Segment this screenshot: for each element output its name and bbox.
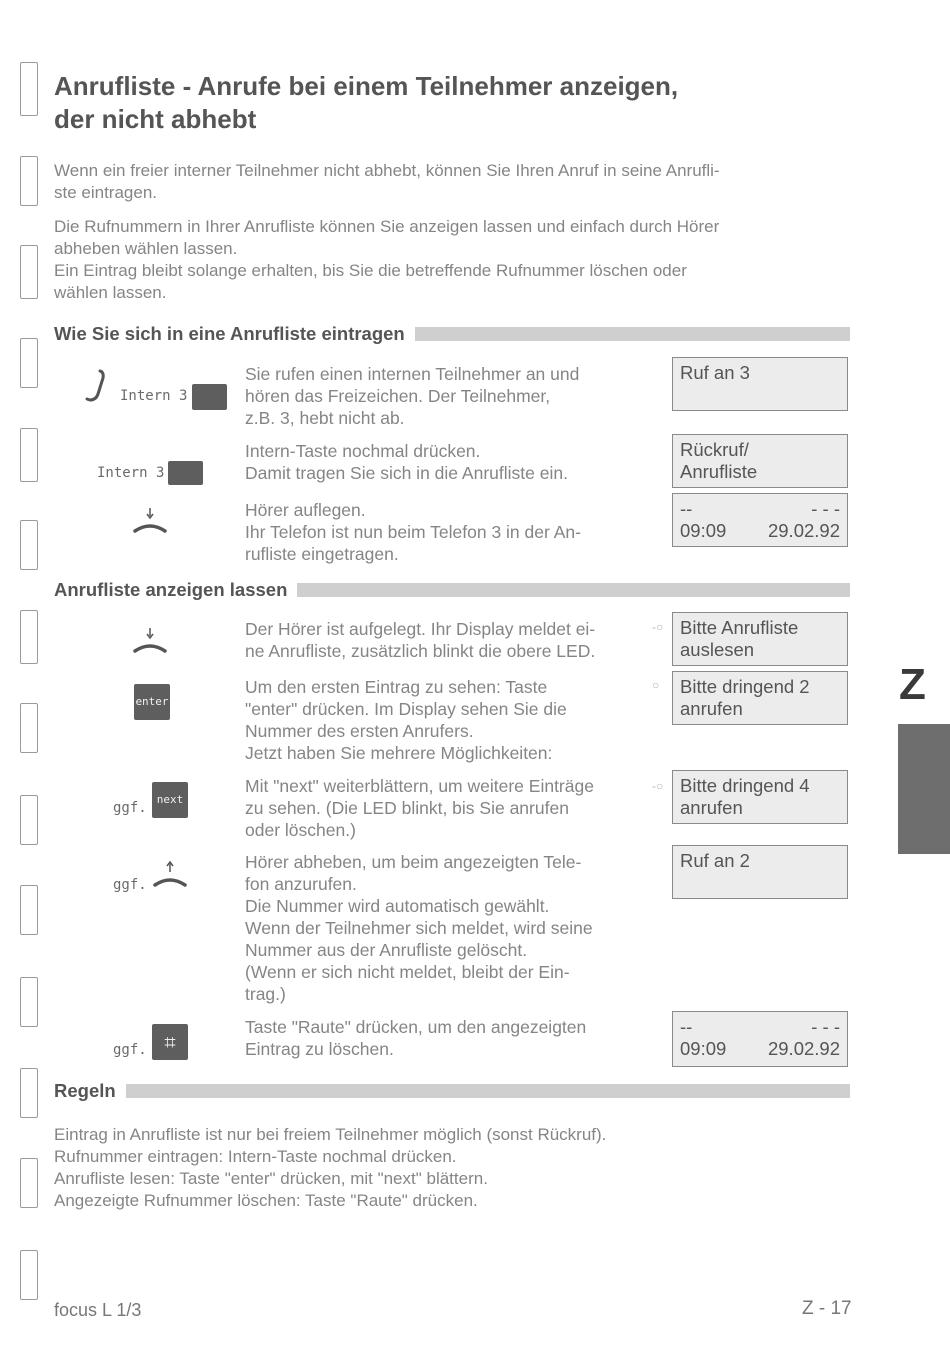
rule-line: Angezeigte Rufnummer löschen: Taste "Raute" drücken. <box>54 1191 478 1210</box>
text-line: Hörer auflegen. <box>245 500 366 520</box>
margin-marker <box>20 62 38 116</box>
intern-key-label: Intern 3 <box>97 465 165 481</box>
display-date: 29.02.92 <box>767 520 840 541</box>
intern-3-key[interactable] <box>168 461 203 485</box>
step-instruction <box>245 775 650 841</box>
text-line: wählen lassen. <box>54 283 167 302</box>
text-line: zu sehen. (Die LED blinkt, bis Sie anrufen <box>245 798 569 818</box>
text-line: Nummer aus der Anrufliste gelöscht. <box>245 940 528 960</box>
display-line: Ruf an 2 <box>680 850 750 871</box>
next-key[interactable]: next <box>152 782 188 818</box>
handset-lifted-icon <box>82 368 110 406</box>
margin-marker <box>20 245 38 299</box>
led-indicator-icon: -○ <box>652 620 664 634</box>
display-cell: - - - <box>811 498 840 519</box>
section-heading <box>54 578 850 602</box>
display-line: Bitte dringend 4 <box>680 775 810 796</box>
text-line: Wenn ein freier interner Teilnehmer nicht abhebt, können Sie Ihren Anruf in seine Anrufli- <box>54 161 720 180</box>
margin-marker <box>20 977 38 1027</box>
display-date: 29.02.92 <box>767 1038 840 1059</box>
phone-display <box>672 434 848 488</box>
text-line: Der Hörer ist aufgelegt. Ihr Display meldet ei- <box>245 619 596 639</box>
footer-model: focus L 1/3 <box>54 1300 142 1320</box>
text-line: ne Anrufliste, zusätzlich blinkt die obere LED. <box>245 641 596 661</box>
optional-label: ggf. <box>113 877 147 893</box>
display-line: Bitte dringend 2 <box>680 676 810 697</box>
margin-marker <box>20 703 38 753</box>
text-line: Jetzt haben Sie mehrere Möglichkeiten: <box>245 743 553 763</box>
phone-display <box>672 671 848 725</box>
margin-marker <box>20 885 38 935</box>
rule-line: Anrufliste lesen: Taste "enter" drücken, mit "next" blättern. <box>54 1169 488 1188</box>
text-line: hören das Freizeichen. Der Teilnehmer, <box>245 386 551 406</box>
page-title-line: Anrufliste - Anrufe bei einem Teilnehmer anzeigen, <box>54 71 679 101</box>
phone-display <box>672 845 848 899</box>
intro-paragraph <box>54 160 854 204</box>
intern-key-label: Intern 3 <box>120 388 188 404</box>
text-line: ste eintragen. <box>54 183 158 202</box>
text-line: "enter" drücken. Im Display sehen Sie die <box>245 699 567 719</box>
margin-marker <box>20 795 38 845</box>
step-instruction <box>245 363 650 429</box>
step-instruction <box>245 1016 650 1060</box>
phone-display <box>672 357 848 411</box>
display-row <box>680 498 840 520</box>
text-line: Eintrag zu löschen. <box>245 1039 394 1059</box>
section-divider-bar <box>126 1084 850 1098</box>
display-line: auslesen <box>680 639 755 660</box>
display-line: Anrufliste <box>680 461 758 482</box>
handset-hang-up-icon <box>132 506 168 536</box>
handset-hang-up-icon <box>132 626 168 656</box>
margin-marker <box>20 610 38 664</box>
display-cell: -- <box>680 1016 693 1037</box>
display-row <box>680 520 840 542</box>
led-indicator-icon: ○ <box>652 678 660 692</box>
text-line: (Wenn er sich nicht meldet, bleibt der Ein- <box>245 962 570 982</box>
section-heading-label: Anrufliste anzeigen lassen <box>54 579 288 600</box>
display-row <box>680 1016 840 1038</box>
text-line: z.B. 3, hebt nicht ab. <box>245 408 405 428</box>
display-cell: -- <box>680 498 693 519</box>
text-line: Mit "next" weiterblättern, um weitere Einträge <box>245 776 594 796</box>
display-cell: - - - <box>811 1016 840 1037</box>
section-divider-bar <box>415 327 850 341</box>
section-heading <box>54 1079 850 1103</box>
text-line: Damit tragen Sie sich in die Anrufliste ein. <box>245 463 568 483</box>
phone-display <box>672 1011 848 1067</box>
margin-marker <box>20 156 38 206</box>
text-line: Die Rufnummern in Ihrer Anrufliste können Sie anzeigen lassen und einfach durch Hörer <box>54 217 720 236</box>
rules-list <box>54 1124 854 1212</box>
text-line: fon anzurufen. <box>245 874 357 894</box>
footer-page-number: Z - 17 <box>802 1298 852 1319</box>
page-title <box>54 70 814 136</box>
hash-key[interactable]: ⌗ <box>152 1024 188 1060</box>
display-line: anrufen <box>680 797 743 818</box>
text-line: rufliste eingetragen. <box>245 544 399 564</box>
optional-label: ggf. <box>113 1042 147 1058</box>
margin-marker <box>20 1250 38 1300</box>
intern-3-key[interactable] <box>192 384 227 410</box>
margin-marker <box>20 428 38 482</box>
chapter-tab-letter: Z <box>899 660 926 709</box>
text-line: Intern-Taste nochmal drücken. <box>245 441 481 461</box>
margin-marker <box>20 520 38 570</box>
margin-marker <box>20 1158 38 1208</box>
text-line: Ein Eintrag bleibt solange erhalten, bis Sie die betreffende Rufnummer löschen oder <box>54 261 687 280</box>
rule-line: Eintrag in Anrufliste ist nur bei freiem Teilnehmer möglich (sonst Rückruf). <box>54 1125 607 1144</box>
section-divider-bar <box>297 583 850 597</box>
page-title-line: der nicht abhebt <box>54 104 257 134</box>
phone-display <box>672 770 848 824</box>
section-heading <box>54 322 850 346</box>
text-line: Taste "Raute" drücken, um den angezeigten <box>245 1017 587 1037</box>
display-row <box>680 1038 840 1060</box>
text-line: Ihr Telefon ist nun beim Telefon 3 in der An- <box>245 522 581 542</box>
display-time: 09:09 <box>680 1038 727 1059</box>
section-heading-label: Wie Sie sich in eine Anrufliste eintragen <box>54 323 405 344</box>
step-instruction <box>245 499 650 565</box>
step-instruction <box>245 440 650 484</box>
text-line: Um den ersten Eintrag zu sehen: Taste <box>245 677 548 697</box>
text-line: trag.) <box>245 984 286 1004</box>
section-heading-label: Regeln <box>54 1080 116 1101</box>
led-indicator-icon: -○ <box>652 779 664 793</box>
margin-marker <box>20 338 38 388</box>
optional-label: ggf. <box>113 800 147 816</box>
text-line: Wenn der Teilnehmer sich meldet, wird seine <box>245 918 593 938</box>
text-line: Die Nummer wird automatisch gewählt. <box>245 896 550 916</box>
phone-display <box>672 612 848 666</box>
text-line: oder löschen.) <box>245 820 356 840</box>
text-line: Hörer abheben, um beim angezeigten Tele- <box>245 852 582 872</box>
step-instruction <box>245 676 650 764</box>
intro-paragraph <box>54 216 854 304</box>
text-line: Sie rufen einen internen Teilnehmer an und <box>245 364 580 384</box>
step-instruction <box>245 618 650 662</box>
margin-marker <box>20 1068 38 1118</box>
display-line: Ruf an 3 <box>680 362 750 383</box>
display-time: 09:09 <box>680 520 727 541</box>
handset-pick-up-icon <box>152 860 188 890</box>
display-line: Rückruf/ <box>680 439 749 460</box>
text-line: abheben wählen lassen. <box>54 239 238 258</box>
enter-key[interactable]: enter <box>134 684 170 720</box>
phone-display <box>672 493 848 547</box>
step-instruction <box>245 851 650 1005</box>
chapter-tab-block <box>898 724 950 854</box>
text-line: Nummer des ersten Anrufers. <box>245 721 474 741</box>
display-line: Bitte Anrufliste <box>680 617 799 638</box>
rule-line: Rufnummer eintragen: Intern-Taste nochmal drücken. <box>54 1147 457 1166</box>
display-line: anrufen <box>680 698 743 719</box>
